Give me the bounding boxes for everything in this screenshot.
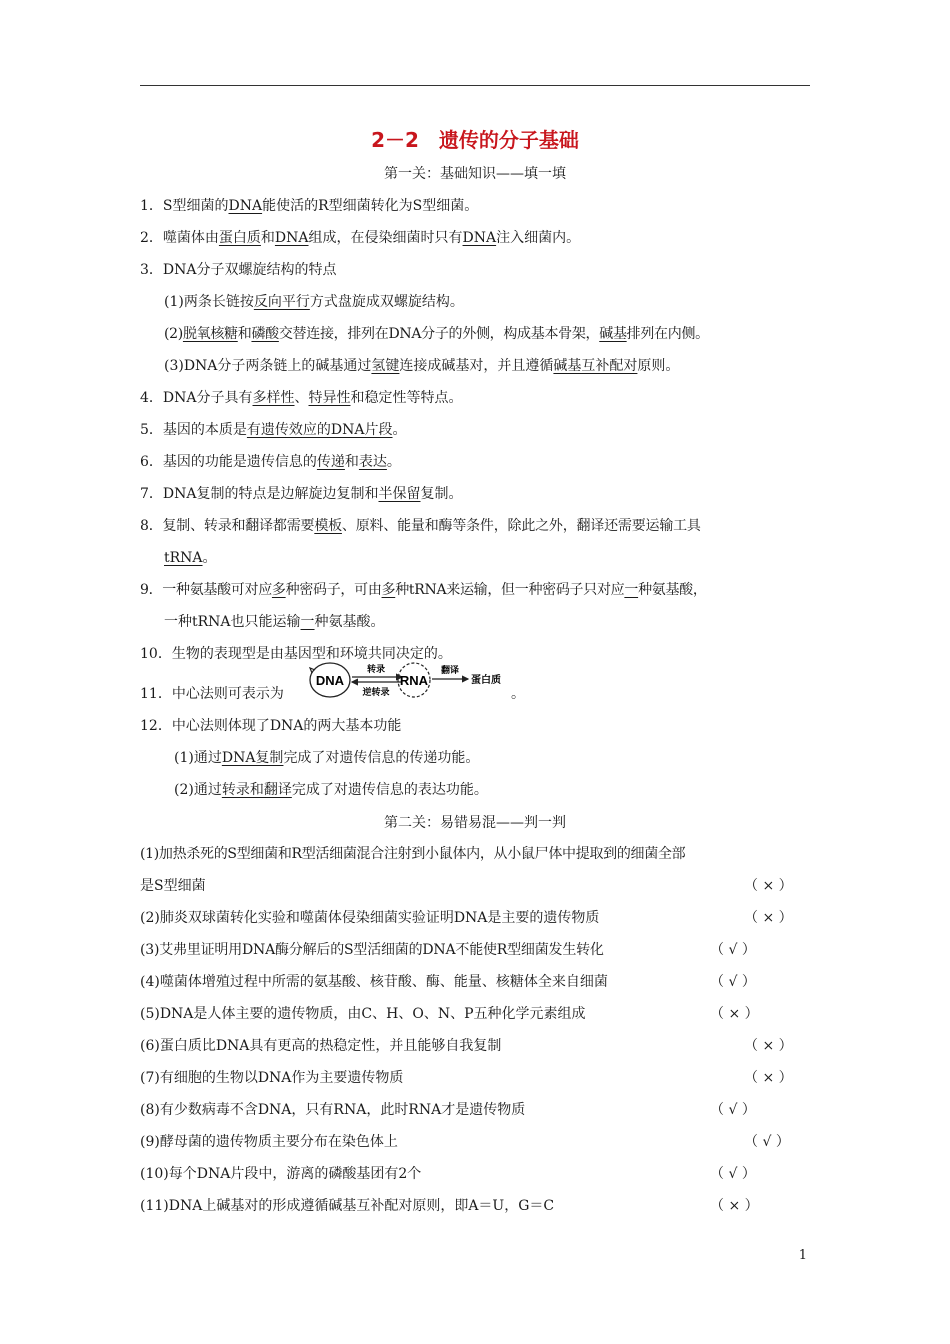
- list-item: 12．中心法则体现了DNA的两大基本功能: [140, 718, 402, 734]
- list-item: 9．一种氨基酸可对应多种密码子，可由多种tRNA来运输，但一种密码子只对应一种氨基酸，: [140, 582, 707, 598]
- judgment-mark: （ √ ）: [710, 1102, 756, 1118]
- list-item: 3．DNA分子双螺旋结构的特点: [140, 262, 337, 278]
- protein-node: 蛋白质: [471, 675, 501, 686]
- list-item: 10．生物的表现型是由基因型和环境共同决定的。: [140, 646, 452, 662]
- judgment-text: (10)每个DNA片段中，游离的磷酸基团有2个: [140, 1166, 422, 1182]
- judgment-text: (9)酵母菌的遗传物质主要分布在染色体上: [140, 1134, 398, 1150]
- list-item: 7．DNA复制的特点是边解旋边复制和半保留复制。: [140, 486, 463, 502]
- judgment-text: (11)DNA上碱基对的形成遵循碱基互补配对原则，即A＝U，G＝C: [140, 1198, 555, 1214]
- list-item: 2．噬菌体由蛋白质和DNA组成，在侵染细菌时只有DNA注入细菌内。: [140, 230, 581, 246]
- judgment-mark: （ √ ）: [710, 1166, 756, 1182]
- translation-label: 翻译: [440, 666, 460, 676]
- list-item: (1)两条长链按反向平行方式盘旋成双螺旋结构。: [164, 294, 464, 310]
- reverse-transcription-label: 逆转录: [362, 688, 390, 698]
- judgment-mark: （ × ）: [744, 878, 793, 894]
- judgment-mark: （ × ）: [710, 1198, 759, 1214]
- page-title: 2－2 遗传的分子基础: [371, 128, 579, 152]
- list-item: 11．中心法则可表示为: [140, 686, 284, 702]
- list-item: (2)脱氧核糖和磷酸交替连接，排列在DNA分子的外侧，构成基本骨架，碱基排列在内侧。: [164, 326, 709, 342]
- list-item: (2)通过转录和翻译完成了对遗传信息的表达功能。: [174, 782, 488, 798]
- judgment-text: (4)噬菌体增殖过程中所需的氨基酸、核苷酸、酶、能量、核糖体全来自细菌: [140, 974, 608, 990]
- list-item: 6．基因的功能是遗传信息的传递和表达。: [140, 454, 401, 470]
- judgment-mark: （ √ ）: [744, 1134, 790, 1150]
- judgment-text: (5)DNA是人体主要的遗传物质，由C、H、O、N、P五种化学元素组成: [140, 1006, 586, 1022]
- page-number: 1: [798, 1248, 807, 1263]
- judgment-text: (8)有少数病毒不含DNA，只有RNA，此时RNA才是遗传物质: [140, 1102, 526, 1118]
- transcription-label: 转录: [366, 665, 386, 675]
- central-dogma-diagram: [308, 659, 508, 701]
- judgment-mark: （ √ ）: [710, 942, 756, 958]
- judgment-mark: （ × ）: [710, 1006, 759, 1022]
- judgment-mark: （ √ ）: [710, 974, 756, 990]
- judgment-text: (6)蛋白质比DNA具有更高的热稳定性，并且能够自我复制: [140, 1038, 502, 1054]
- judgment-text: (3)艾弗里证明用DNA酶分解后的S型活细菌的DNA不能使R型细菌发生转化: [140, 942, 604, 958]
- judgment-mark: （ × ）: [744, 910, 793, 926]
- list-item: 4．DNA分子具有多样性、特异性和稳定性等特点。: [140, 390, 463, 406]
- section-heading-2: 第二关：易错易混——判一判: [384, 815, 566, 831]
- list-item: 5．基因的本质是有遗传效应的DNA片段。: [140, 422, 407, 438]
- list-item: (3)DNA分子两条链上的碱基通过氢键连接成碱基对，并且遵循碱基互补配对原则。: [164, 358, 680, 374]
- dna-node: DNA: [315, 673, 345, 688]
- judgment-text: 是S型细菌: [140, 878, 206, 894]
- judgment-mark: （ × ）: [744, 1070, 793, 1086]
- list-item: 一种tRNA也只能运输一种氨基酸。: [164, 614, 385, 630]
- list-item-end: 。: [511, 686, 525, 702]
- list-item: tRNA。: [164, 550, 217, 566]
- list-item: (1)通过DNA复制完成了对遗传信息的传递功能。: [174, 750, 480, 766]
- list-item: 8．复制、转录和翻译都需要模板、原料、能量和酶等条件，除此之外，翻译还需要运输工具: [140, 518, 701, 534]
- judgment-text: (1)加热杀死的S型细菌和R型活细菌混合注射到小鼠体内，从小鼠尸体中提取到的细菌全部: [140, 846, 686, 862]
- judgment-text: (7)有细胞的生物以DNA作为主要遗传物质: [140, 1070, 404, 1086]
- judgment-text: (2)肺炎双球菌转化实验和噬菌体侵染细菌实验证明DNA是主要的遗传物质: [140, 910, 600, 926]
- list-item: 1．S型细菌的DNA能使活的R型细菌转化为S型细菌。: [140, 198, 479, 214]
- judgment-mark: （ × ）: [744, 1038, 793, 1054]
- header-rule: [140, 85, 810, 86]
- section-heading-1: 第一关：基础知识——填一填: [384, 166, 566, 182]
- rna-node: RNA: [399, 673, 429, 688]
